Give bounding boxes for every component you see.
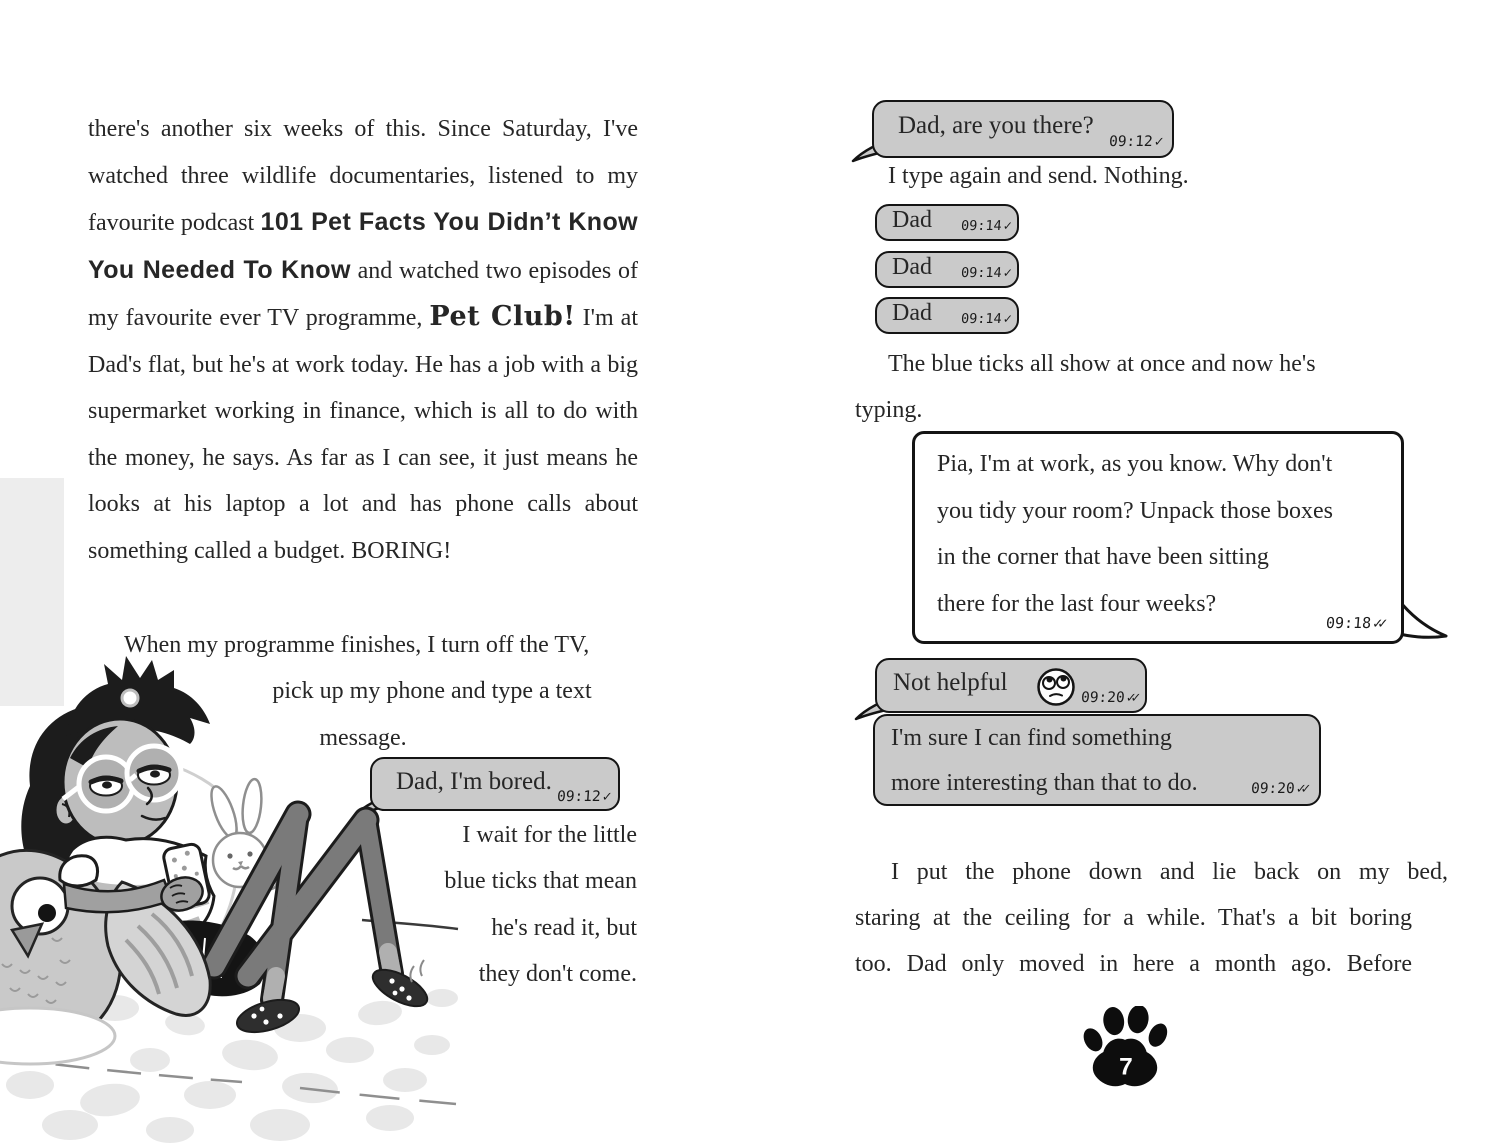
right-narration-end-line: too. Dad only moved in here a month ago. Before [855, 951, 1412, 977]
left-narration-line: blue ticks that mean [444, 868, 637, 894]
read-ticks-icon: ✓ [1153, 134, 1160, 150]
page-number: 7 [1119, 1053, 1133, 1081]
hair-tie [122, 690, 138, 706]
message-bubble-not-helpful [875, 658, 1147, 713]
left-narration-line: I wait for the little [462, 822, 637, 848]
message-text: Dad [892, 207, 932, 233]
message-text-line: you tidy your room? Unpack those boxes [937, 497, 1333, 524]
message-text: Dad, are you there? [898, 112, 1094, 139]
left-narration-line: they don't come. [478, 961, 637, 987]
podcast-title: 101 Pet Facts You Didn’t Know You Needed To Know [88, 208, 638, 284]
paragraph-text: there's another six weeks of this. Since Saturday, I've watched three wildlife documentaries, listened to my favourite podcast [88, 116, 638, 236]
tv-show-title: Pet Club! [429, 301, 576, 332]
eye-roll-face-emoji [1035, 666, 1077, 708]
bedroom-illustration [0, 468, 460, 1143]
message-bubble-find-something [873, 714, 1321, 806]
message-timestamp: 09:20✓✓ [1250, 781, 1307, 797]
message-timestamp: 09:14✓ [960, 265, 1009, 281]
message-timestamp: 09:20✓✓ [1080, 690, 1137, 706]
paragraph-text: I'm at Dad's flat, but he's at work today. He has a job with a big supermarket working in finance, which is all to do with the money, he says. As far as I can see, it just means he looks at his laptop a lot and has phone calls about something called a budget. BORING! [88, 305, 638, 564]
message-text-line: more interesting than that to do. [891, 770, 1198, 796]
message-timestamp: 09:14✓ [960, 311, 1009, 327]
read-ticks-icon: ✓✓ [1295, 781, 1307, 797]
message-bubble-are-you-there [872, 100, 1174, 158]
message-timestamp: 09:14✓ [960, 218, 1009, 234]
read-ticks-icon: ✓ [1003, 265, 1009, 281]
right-narration-line: typing. [855, 397, 923, 423]
shirt-sleeve [60, 856, 98, 886]
read-ticks-icon: ✓✓ [1125, 690, 1137, 706]
message-bubble-dad-1 [875, 204, 1019, 241]
left-paragraph-2-line: pick up my phone and type a text [272, 678, 592, 704]
message-text: Not helpful [893, 669, 1008, 696]
message-text-line: Pia, I'm at work, as you know. Why don't [937, 451, 1333, 477]
message-timestamp: 09:12✓ [556, 789, 608, 805]
motion-marks [410, 960, 424, 982]
message-timestamp: 09:18✓✓ [1325, 614, 1384, 632]
right-narration-end-line: staring at the ceiling for a while. That's a bit boring [855, 905, 1412, 931]
paw-print-page-marker [1078, 1006, 1172, 1100]
message-text-line: I'm sure I can find something [891, 725, 1172, 751]
right-narration-end-line: I put the phone down and lie back on my bed, [891, 859, 1448, 885]
message-text: Dad, I'm bored. [396, 768, 552, 795]
headboard [0, 478, 64, 706]
paragraph-text: and watched two episodes of my favourite ever TV programme, [88, 257, 638, 331]
left-paragraph-2-line: When my programme finishes, I turn off the TV, [124, 632, 590, 658]
left-paragraph-2-line: message. [319, 725, 407, 751]
message-text-line: in the corner that have been sitting [937, 544, 1269, 570]
right-narration-line: The blue ticks all show at once and now he's [888, 351, 1316, 377]
message-text-line: there for the last four weeks? [937, 590, 1217, 617]
right-narration-line: I type again and send. Nothing. [888, 163, 1189, 189]
left-narration-line: he's read it, but [491, 915, 637, 941]
message-bubble-dad-3 [875, 297, 1019, 334]
message-text: Dad [892, 254, 932, 280]
read-ticks-icon: ✓ [601, 789, 608, 805]
read-ticks-icon: ✓✓ [1372, 614, 1384, 632]
message-bubble-dad-reply [912, 431, 1404, 644]
message-bubble-dad-2 [875, 251, 1019, 288]
read-ticks-icon: ✓ [1003, 218, 1009, 234]
message-text: Dad [892, 300, 932, 326]
right-page [750, 0, 1500, 1143]
message-timestamp: 09:12✓ [1108, 134, 1160, 150]
read-ticks-icon: ✓ [1003, 311, 1009, 327]
